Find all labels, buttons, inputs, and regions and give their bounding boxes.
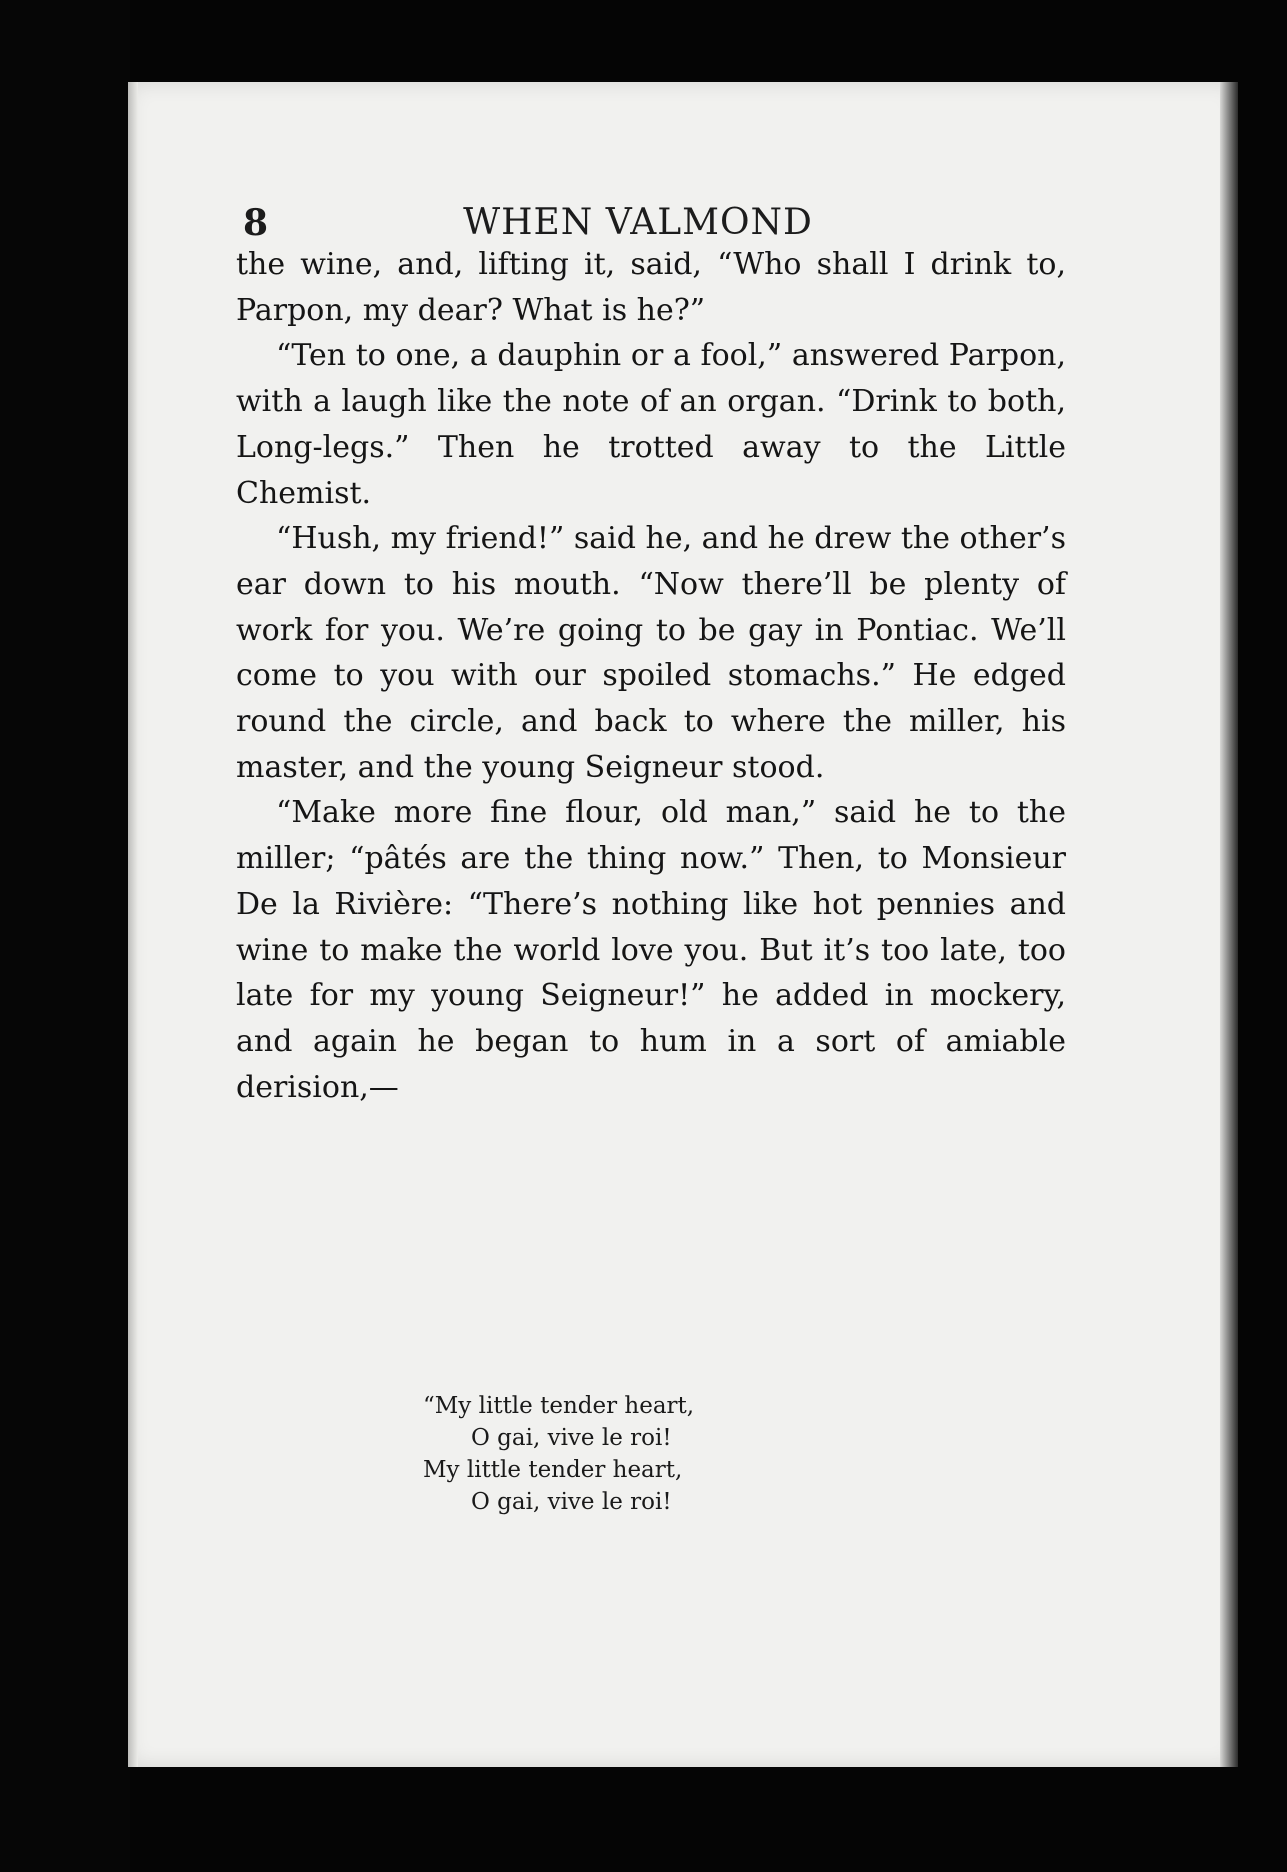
page-outer-edge bbox=[1220, 82, 1238, 1767]
paragraph-4: “Make more fine flour, old man,” said he to the miller; “pâtés are the thing now.” Then, to Monsieur De la Rivière: “There’s nothing like hot pennies and wine to make the world love you. But it’s too late, too late for my young Seigneur!” he added in mockery, and again he began to hum in a sort of amiable derision,— bbox=[236, 795, 1066, 1105]
scan-background bbox=[0, 0, 130, 1872]
verse-line-3: My little tender heart, bbox=[423, 1457, 683, 1483]
book-page bbox=[128, 82, 1238, 1767]
verse-line-1: “My little tender heart, bbox=[423, 1393, 695, 1419]
body-text bbox=[236, 242, 1066, 1110]
page-number: 8 bbox=[243, 202, 269, 244]
paragraph-2: “Ten to one, a dauphin or a fool,” answered Parpon, with a laugh like the note of an organ. “Drink to both, Long-legs.” Then he trotted away to the Little Chemist. bbox=[236, 338, 1066, 511]
running-title: WHEN VALMOND bbox=[463, 202, 813, 243]
verse-quote bbox=[423, 1390, 853, 1518]
paragraph-1: the wine, and, lifting it, said, “Who shall I drink to, Parpon, my dear? What is he?” bbox=[236, 247, 1066, 328]
page-binding-edge bbox=[128, 82, 138, 1767]
verse-line-2: O gai, vive le roi! bbox=[471, 1425, 672, 1451]
paragraph-3: “Hush, my friend!” said he, and he drew the other’s ear down to his mouth. “Now there’ll be plenty of work for you. We’re going to be gay in Pontiac. We’ll come to you with our spoiled stomachs.” He edged round the circle, and back to where the miller, his master, and the young Seigneur stood. bbox=[236, 521, 1066, 785]
verse-line-4: O gai, vive le roi! bbox=[471, 1489, 672, 1515]
